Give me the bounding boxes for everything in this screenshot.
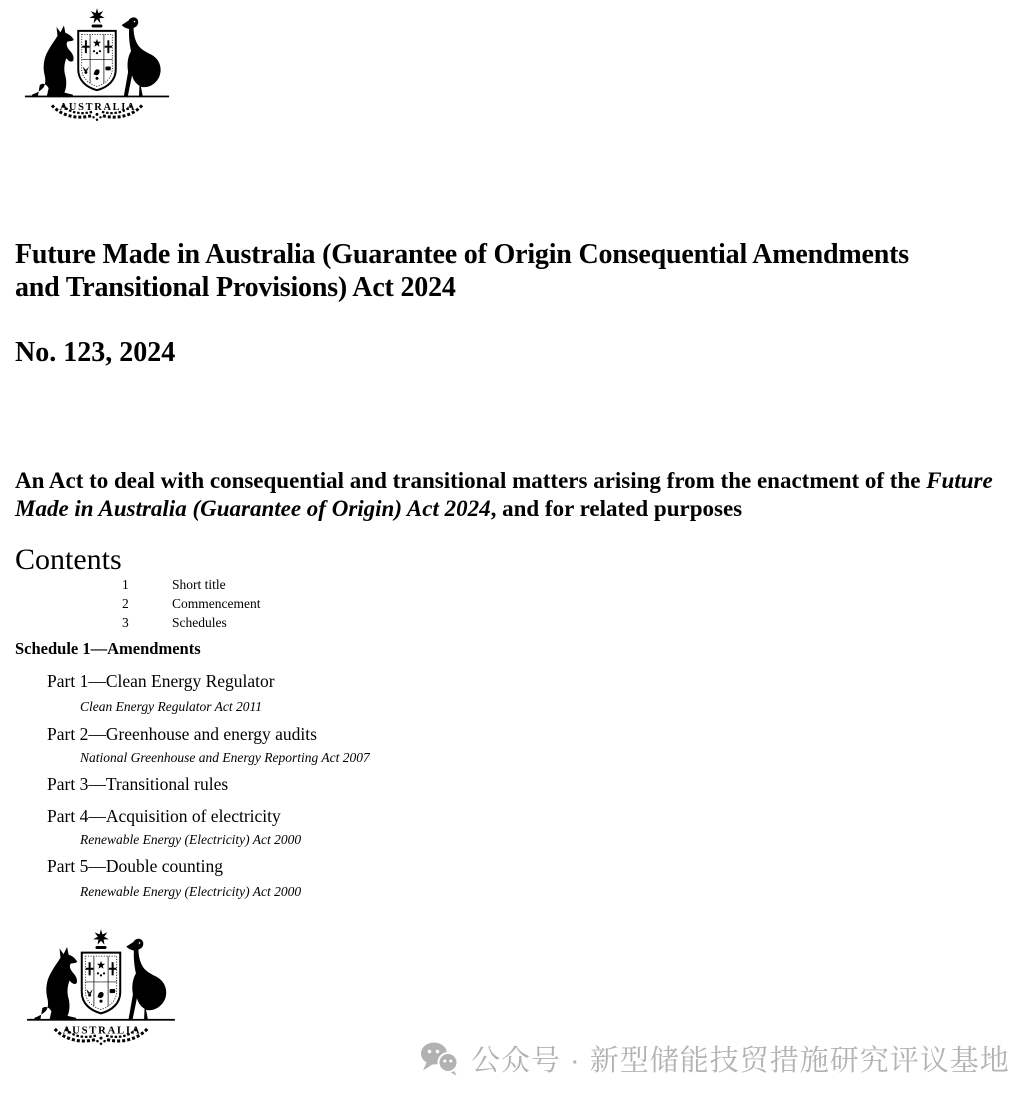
toc-item-title: Schedules bbox=[172, 615, 227, 630]
part-label: Part 3—Transitional rules bbox=[47, 774, 229, 794]
part-label: Part 1—Clean Energy Regulator bbox=[47, 671, 275, 691]
act-title-line2: and Transitional Provisions) Act 2024 bbox=[15, 272, 456, 303]
toc-item-title: Short title bbox=[172, 577, 226, 592]
part-label: Part 5—Double counting bbox=[47, 856, 223, 876]
long-title bbox=[15, 467, 1015, 523]
long-title-act-name: Future Made in Australia (Guarantee of Origin) Act 2024 bbox=[15, 468, 993, 521]
watermark bbox=[420, 1038, 1010, 1079]
australian-coat-of-arms-top-icon bbox=[18, 5, 176, 122]
long-title-prefix: An Act to deal with consequential and transitional matters arising from the enactment of the bbox=[15, 468, 927, 493]
part-act-name: Renewable Energy (Electricity) Act 2000 bbox=[80, 832, 302, 847]
toc-item-number: 3 bbox=[122, 615, 129, 630]
long-title-suffix: , and for related purposes bbox=[490, 496, 743, 521]
part-label: Part 4—Acquisition of electricity bbox=[47, 806, 281, 826]
schedule-heading: Schedule 1—Amendments bbox=[15, 639, 201, 658]
act-number: No. 123, 2024 bbox=[15, 337, 176, 368]
part-label: Part 2—Greenhouse and energy audits bbox=[47, 724, 317, 744]
part-act-name: Renewable Energy (Electricity) Act 2000 bbox=[80, 884, 302, 899]
australian-coat-of-arms-bottom-icon bbox=[20, 926, 182, 1046]
act-title bbox=[15, 238, 1017, 304]
act-title-line1: Future Made in Australia (Guarantee of Origin Consequential Amendments bbox=[15, 239, 909, 270]
wechat-icon bbox=[420, 1040, 460, 1077]
toc-item-title: Commencement bbox=[172, 596, 261, 611]
toc-item-number: 2 bbox=[122, 596, 129, 611]
part-act-name: Clean Energy Regulator Act 2011 bbox=[80, 699, 262, 714]
part-act-name: National Greenhouse and Energy Reporting Act 2007 bbox=[80, 750, 370, 765]
toc-item-number: 1 bbox=[122, 577, 129, 592]
watermark-text: 公众号 · 新型储能技贸措施研究评议基地 bbox=[471, 1045, 1010, 1077]
contents-heading: Contents bbox=[15, 543, 122, 576]
